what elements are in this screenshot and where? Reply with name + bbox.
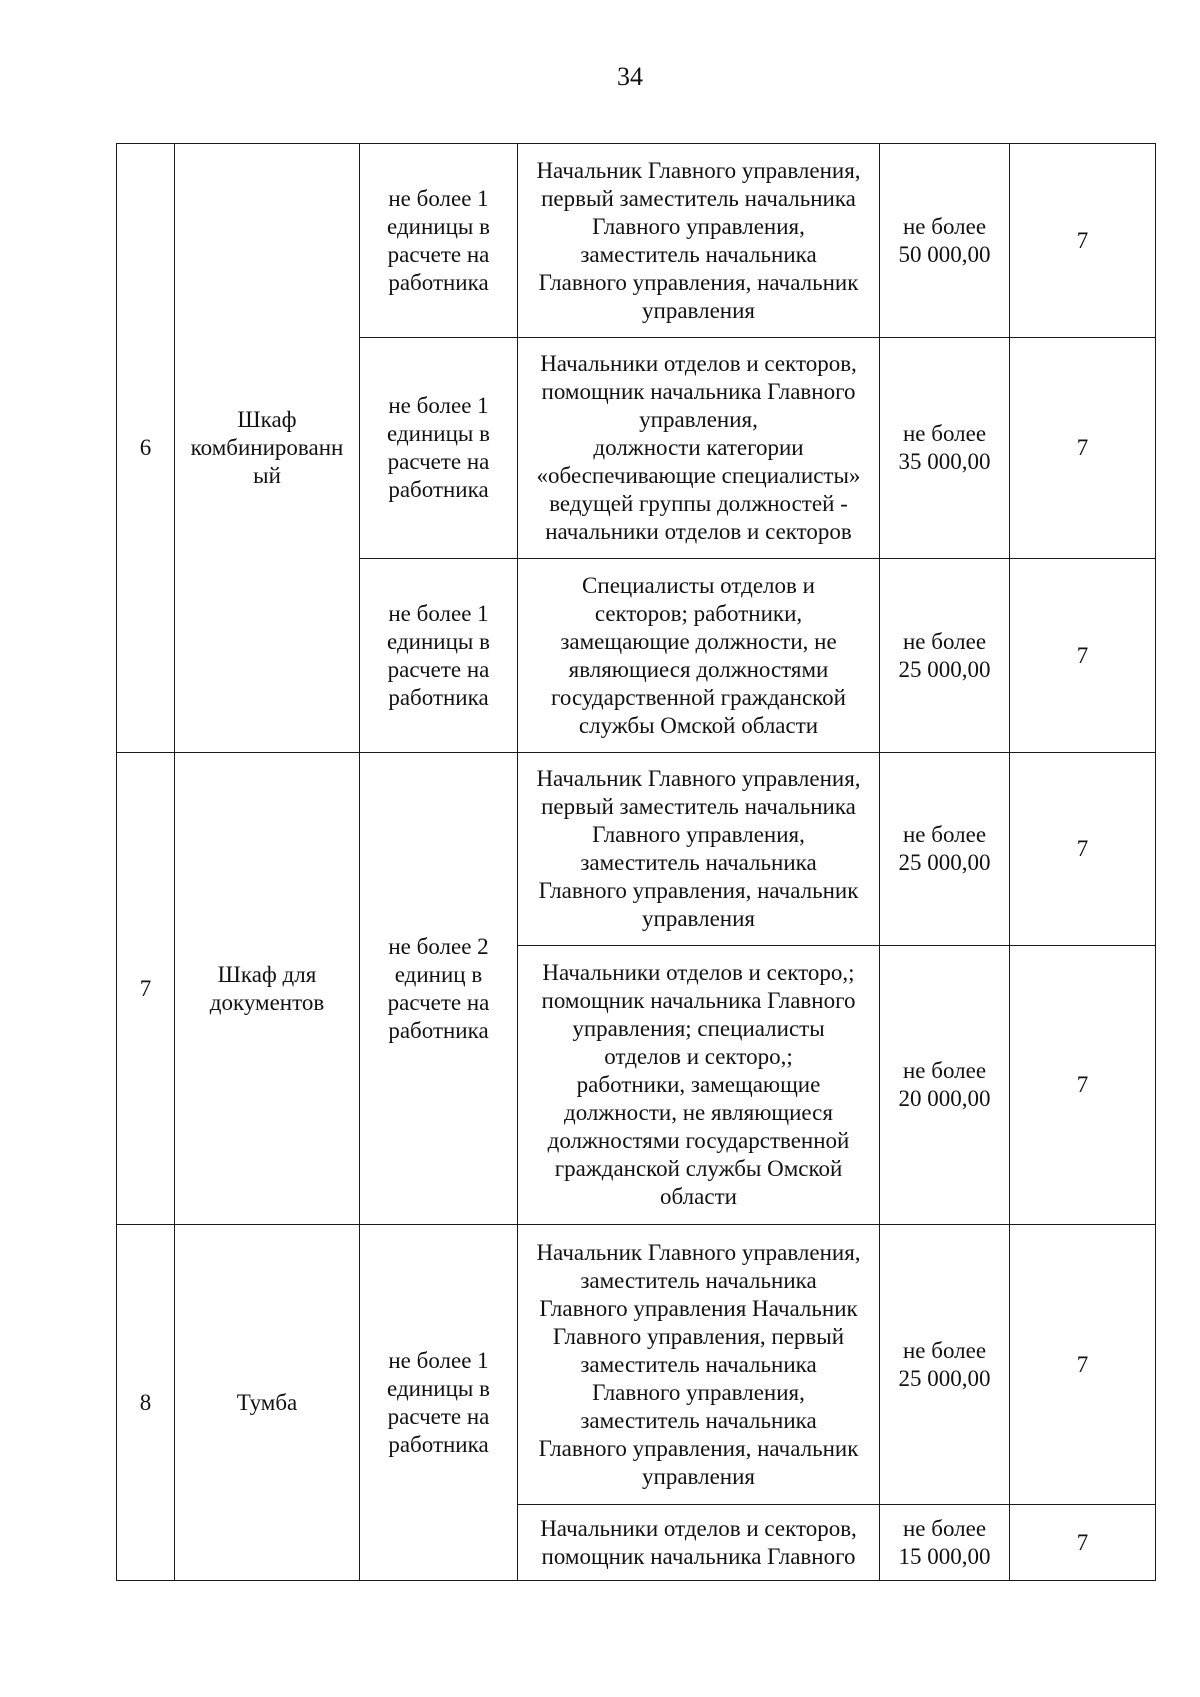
service-life-cell: 7 bbox=[1010, 559, 1156, 753]
service-life-cell: 7 bbox=[1010, 1505, 1156, 1581]
price-cell: не более 35 000,00 bbox=[880, 338, 1010, 559]
item-number: 7 bbox=[117, 753, 175, 1225]
quantity-cell: не более 1 единицы в расчете на работника bbox=[360, 1225, 518, 1581]
positions-cell: Начальник Главного управления, заместитель начальника Главного управления Начальник Главного управления, первый заместитель начальника Главного управления, заместитель начальника Главного управления, начальник управления bbox=[518, 1225, 880, 1505]
price-cell: не более 15 000,00 bbox=[880, 1505, 1010, 1581]
price-cell: не более 25 000,00 bbox=[880, 1225, 1010, 1505]
norms-table bbox=[116, 143, 1156, 1581]
service-life-cell: 7 bbox=[1010, 753, 1156, 946]
page-number: 34 bbox=[617, 62, 643, 91]
price-cell: не более 50 000,00 bbox=[880, 144, 1010, 338]
positions-cell: Начальник Главного управления, первый заместитель начальника Главного управления, заместитель начальника Главного управления, начальник управления bbox=[518, 144, 880, 338]
quantity-cell: не более 1 единицы в расчете на работника bbox=[360, 144, 518, 338]
item-name: Шкаф для документов bbox=[175, 753, 360, 1225]
positions-cell: Начальники отделов и секторо,; помощник начальника Главного управления; специалисты отделов и секторо,; работники, замещающие должности, не являющиеся должностями государственной гражданской службы Омской области bbox=[518, 946, 880, 1225]
item-name: Тумба bbox=[175, 1225, 360, 1581]
price-cell: не более 25 000,00 bbox=[880, 753, 1010, 946]
quantity-cell: не более 1 единицы в расчете на работника bbox=[360, 559, 518, 753]
service-life-cell: 7 bbox=[1010, 1225, 1156, 1505]
item-name: Шкаф комбинированн ый bbox=[175, 144, 360, 753]
table-row bbox=[117, 753, 1156, 946]
service-life-cell: 7 bbox=[1010, 946, 1156, 1225]
table-row bbox=[117, 1225, 1156, 1505]
price-cell: не более 25 000,00 bbox=[880, 559, 1010, 753]
quantity-cell: не более 2 единиц в расчете на работника bbox=[360, 753, 518, 1225]
positions-cell: Начальники отделов и секторов, помощник начальника Главного управления, должности категории «обеспечивающие специалисты» ведущей группы должностей - начальники отделов и секторов bbox=[518, 338, 880, 559]
price-cell: не более 20 000,00 bbox=[880, 946, 1010, 1225]
service-life-cell: 7 bbox=[1010, 144, 1156, 338]
positions-cell: Специалисты отделов и секторов; работники, замещающие должности, не являющиеся должностями государственной гражданской службы Омской области bbox=[518, 559, 880, 753]
service-life-cell: 7 bbox=[1010, 338, 1156, 559]
table-row bbox=[117, 144, 1156, 338]
item-number: 6 bbox=[117, 144, 175, 753]
positions-cell: Начальник Главного управления, первый заместитель начальника Главного управления, заместитель начальника Главного управления, начальник управления bbox=[518, 753, 880, 946]
quantity-cell: не более 1 единицы в расчете на работника bbox=[360, 338, 518, 559]
item-number: 8 bbox=[117, 1225, 175, 1581]
positions-cell: Начальники отделов и секторов, помощник начальника Главного bbox=[518, 1505, 880, 1581]
